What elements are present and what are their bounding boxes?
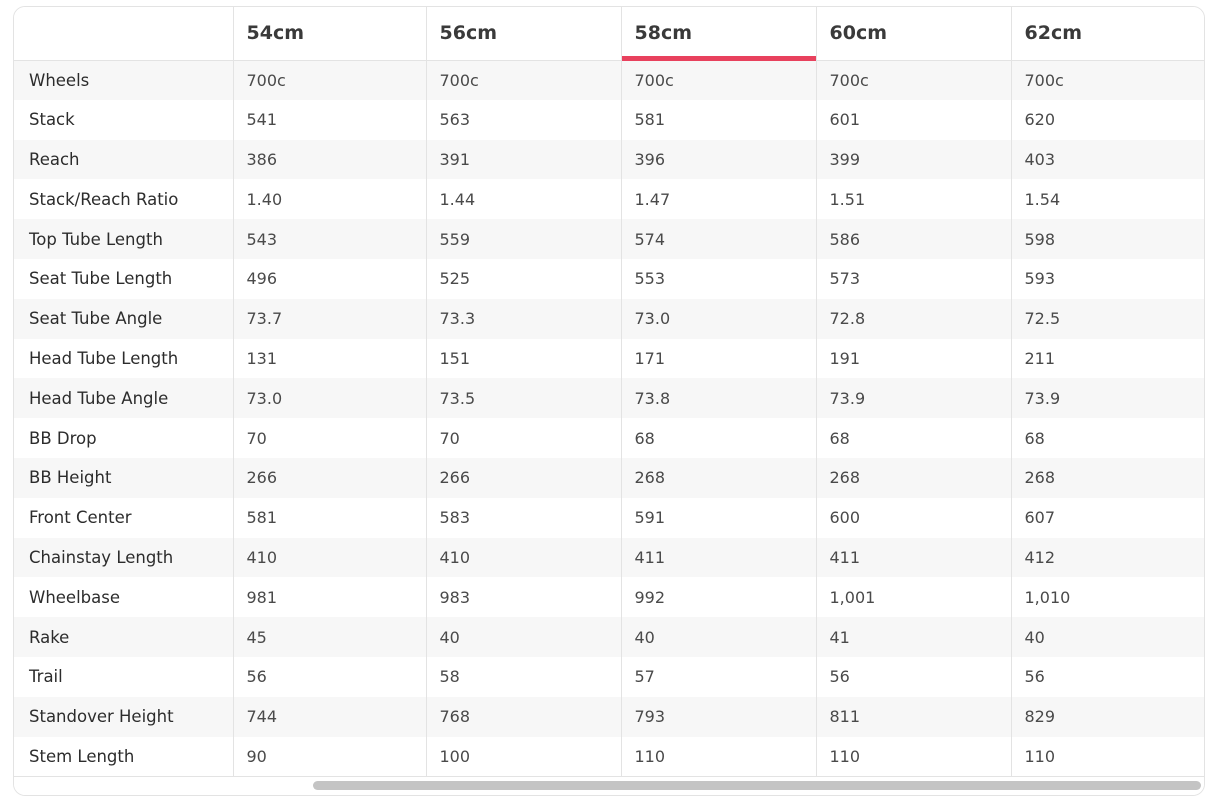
row-label: Wheels (14, 60, 233, 100)
table-cell: 793 (621, 697, 816, 737)
table-cell: 573 (816, 259, 1011, 299)
table-cell: 411 (816, 538, 1011, 578)
table-row (14, 657, 1205, 697)
row-label: Chainstay Length (14, 538, 233, 578)
table-cell: 72.8 (816, 299, 1011, 339)
table-cell: 73.7 (233, 299, 426, 339)
table-cell: 607 (1011, 498, 1205, 538)
table-header-row (14, 7, 1205, 60)
row-label: Trail (14, 657, 233, 697)
table-cell: 700c (816, 60, 1011, 100)
table-cell: 56 (1011, 657, 1205, 697)
size-column-header[interactable]: 62cm (1011, 7, 1205, 60)
table-cell: 73.3 (426, 299, 621, 339)
table-cell: 700c (233, 60, 426, 100)
table-cell: 1.44 (426, 179, 621, 219)
row-label: Head Tube Length (14, 339, 233, 379)
table-cell: 563 (426, 100, 621, 140)
row-label: Standover Height (14, 697, 233, 737)
table-cell: 68 (1011, 418, 1205, 458)
table-cell: 601 (816, 100, 1011, 140)
table-row (14, 577, 1205, 617)
table-row (14, 737, 1205, 777)
table-cell: 700c (621, 60, 816, 100)
table-row (14, 538, 1205, 578)
table-row (14, 60, 1205, 100)
geometry-table-container (13, 6, 1205, 796)
table-cell: 268 (816, 458, 1011, 498)
geometry-table (14, 7, 1205, 776)
table-cell: 90 (233, 737, 426, 777)
table-cell: 581 (621, 100, 816, 140)
table-cell: 70 (233, 418, 426, 458)
table-row (14, 498, 1205, 538)
table-row (14, 339, 1205, 379)
table-row (14, 418, 1205, 458)
table-row (14, 458, 1205, 498)
table-cell: 768 (426, 697, 621, 737)
table-cell: 700c (1011, 60, 1205, 100)
table-row (14, 100, 1205, 140)
table-cell: 151 (426, 339, 621, 379)
table-cell: 1,010 (1011, 577, 1205, 617)
table-cell: 1.40 (233, 179, 426, 219)
table-cell: 73.0 (621, 299, 816, 339)
table-cell: 171 (621, 339, 816, 379)
corner-header-cell (14, 7, 233, 60)
table-cell: 541 (233, 100, 426, 140)
table-cell: 1,001 (816, 577, 1011, 617)
table-cell: 268 (621, 458, 816, 498)
table-cell: 620 (1011, 100, 1205, 140)
table-cell: 583 (426, 498, 621, 538)
table-cell: 581 (233, 498, 426, 538)
table-cell: 412 (1011, 538, 1205, 578)
table-row (14, 259, 1205, 299)
table-cell: 58 (426, 657, 621, 697)
table-cell: 1.47 (621, 179, 816, 219)
size-column-header[interactable]: 60cm (816, 7, 1011, 60)
row-label: Top Tube Length (14, 219, 233, 259)
table-cell: 68 (816, 418, 1011, 458)
table-cell: 700c (426, 60, 621, 100)
table-cell: 586 (816, 219, 1011, 259)
table-cell: 56 (816, 657, 1011, 697)
table-cell: 41 (816, 617, 1011, 657)
row-label: Front Center (14, 498, 233, 538)
table-cell: 68 (621, 418, 816, 458)
table-cell: 574 (621, 219, 816, 259)
table-cell: 191 (816, 339, 1011, 379)
size-column-header[interactable]: 56cm (426, 7, 621, 60)
table-cell: 110 (816, 737, 1011, 777)
table-cell: 110 (1011, 737, 1205, 777)
table-cell: 525 (426, 259, 621, 299)
table-cell: 56 (233, 657, 426, 697)
table-cell: 1.54 (1011, 179, 1205, 219)
table-cell: 73.5 (426, 378, 621, 418)
table-cell: 410 (426, 538, 621, 578)
table-cell: 593 (1011, 259, 1205, 299)
table-cell: 543 (233, 219, 426, 259)
table-cell: 40 (621, 617, 816, 657)
table-cell: 268 (1011, 458, 1205, 498)
table-cell: 598 (1011, 219, 1205, 259)
table-cell: 73.9 (816, 378, 1011, 418)
row-label: Head Tube Angle (14, 378, 233, 418)
table-cell: 591 (621, 498, 816, 538)
row-label: Seat Tube Angle (14, 299, 233, 339)
table-cell: 70 (426, 418, 621, 458)
table-cell: 1.51 (816, 179, 1011, 219)
table-row (14, 378, 1205, 418)
table-cell: 57 (621, 657, 816, 697)
table-cell: 992 (621, 577, 816, 617)
table-cell: 411 (621, 538, 816, 578)
row-label: BB Drop (14, 418, 233, 458)
table-cell: 553 (621, 259, 816, 299)
table-cell: 496 (233, 259, 426, 299)
table-cell: 386 (233, 140, 426, 180)
row-label: Rake (14, 617, 233, 657)
row-label: Reach (14, 140, 233, 180)
table-cell: 100 (426, 737, 621, 777)
table-cell: 811 (816, 697, 1011, 737)
table-cell: 72.5 (1011, 299, 1205, 339)
table-cell: 403 (1011, 140, 1205, 180)
table-cell: 266 (233, 458, 426, 498)
row-label: Seat Tube Length (14, 259, 233, 299)
table-cell: 211 (1011, 339, 1205, 379)
table-cell: 559 (426, 219, 621, 259)
table-cell: 829 (1011, 697, 1205, 737)
table-row (14, 697, 1205, 737)
table-cell: 40 (426, 617, 621, 657)
size-column-header[interactable]: 54cm (233, 7, 426, 60)
table-cell: 981 (233, 577, 426, 617)
table-cell: 600 (816, 498, 1011, 538)
table-row (14, 140, 1205, 180)
table-cell: 73.0 (233, 378, 426, 418)
table-cell: 73.9 (1011, 378, 1205, 418)
table-cell: 396 (621, 140, 816, 180)
table-cell: 110 (621, 737, 816, 777)
horizontal-scrollbar-track[interactable] (14, 776, 1204, 795)
size-column-header-selected[interactable]: 58cm (621, 7, 816, 60)
table-cell: 73.8 (621, 378, 816, 418)
table-cell: 40 (1011, 617, 1205, 657)
table-row (14, 219, 1205, 259)
table-cell: 45 (233, 617, 426, 657)
table-row (14, 179, 1205, 219)
row-label: Stack (14, 100, 233, 140)
row-label: Wheelbase (14, 577, 233, 617)
horizontal-scrollbar-thumb[interactable] (313, 781, 1201, 790)
table-row (14, 617, 1205, 657)
row-label: Stack/Reach Ratio (14, 179, 233, 219)
table-cell: 983 (426, 577, 621, 617)
table-cell: 131 (233, 339, 426, 379)
table-cell: 744 (233, 697, 426, 737)
table-body (14, 60, 1205, 776)
row-label: BB Height (14, 458, 233, 498)
table-row (14, 299, 1205, 339)
table-cell: 410 (233, 538, 426, 578)
table-cell: 266 (426, 458, 621, 498)
table-cell: 391 (426, 140, 621, 180)
row-label: Stem Length (14, 737, 233, 777)
table-cell: 399 (816, 140, 1011, 180)
